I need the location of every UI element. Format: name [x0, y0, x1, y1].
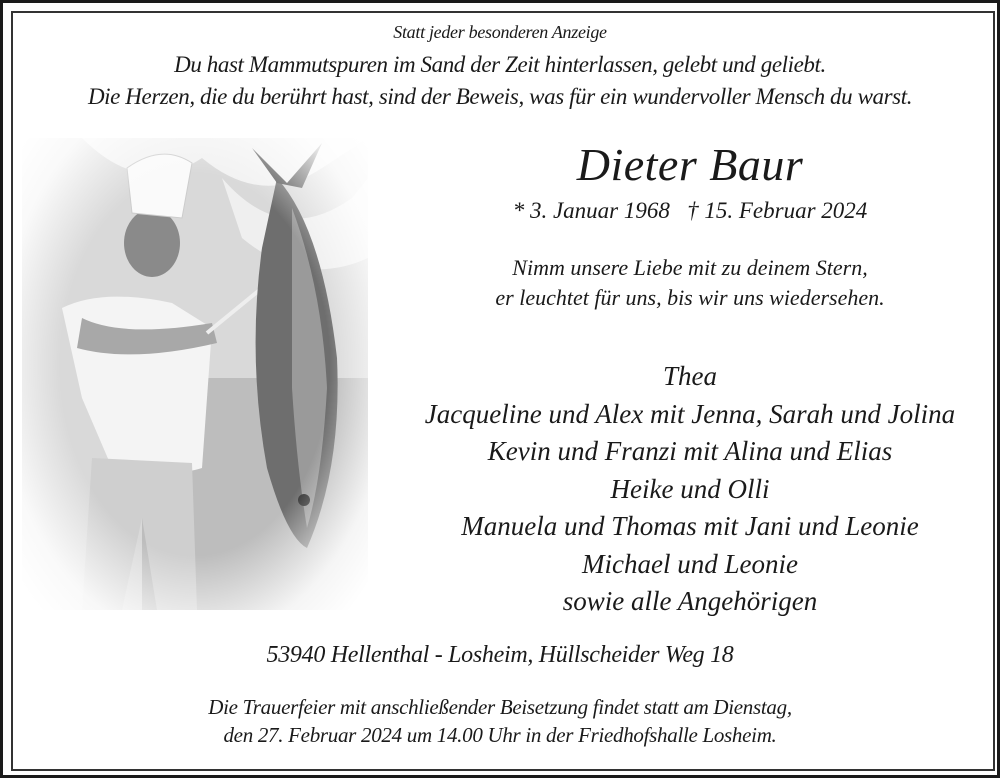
quote-line-1: Du hast Mammutspuren im Sand der Zeit hinterlassen, gelebt und geliebt. — [174, 52, 826, 77]
mourner-name: sowie alle Angehörigen — [562, 586, 818, 616]
poem-line-1: Nimm unsere Liebe mit zu deinem Stern, — [512, 255, 868, 280]
mourner-name: Thea — [663, 361, 717, 391]
service-line-1: Die Trauerfeier mit anschließender Beisetzung findet statt am Dienstag, — [208, 695, 792, 719]
mourner-name: Heike und Olli — [610, 473, 770, 504]
memorial-photo — [22, 138, 368, 610]
quote-line-2: Die Herzen, die du berührt hast, sind der Beweis, was für ein wundervoller Mensch du warst. — [87, 84, 913, 109]
family-address: 53940 Hellenthal - Losheim, Hüllscheider Weg 18 — [266, 642, 734, 668]
life-dates: * 3. Januar 1968 † 15. Februar 2024 — [512, 198, 868, 223]
mourner-name: Manuela und Thomas mit Jani und Leonie — [461, 511, 919, 541]
intro-line: Statt jeder besonderen Anzeige — [393, 22, 607, 42]
mourner-name: Jacqueline und Alex mit Jenna, Sarah und Jolina — [424, 398, 956, 429]
mourners-list — [380, 358, 1000, 621]
mourner-name: Michael und Leonie — [582, 548, 798, 579]
poem-line-2: er leuchtet für uns, bis wir uns wiedersehen. — [495, 285, 885, 310]
service-line-2: den 27. Februar 2024 um 14.00 Uhr in der Friedhofshalle Losheim. — [223, 723, 777, 747]
deceased-name: Dieter Baur — [576, 139, 804, 190]
mourner-name: Kevin und Franzi mit Alina und Elias — [487, 436, 893, 466]
photo-vignette — [22, 138, 368, 610]
